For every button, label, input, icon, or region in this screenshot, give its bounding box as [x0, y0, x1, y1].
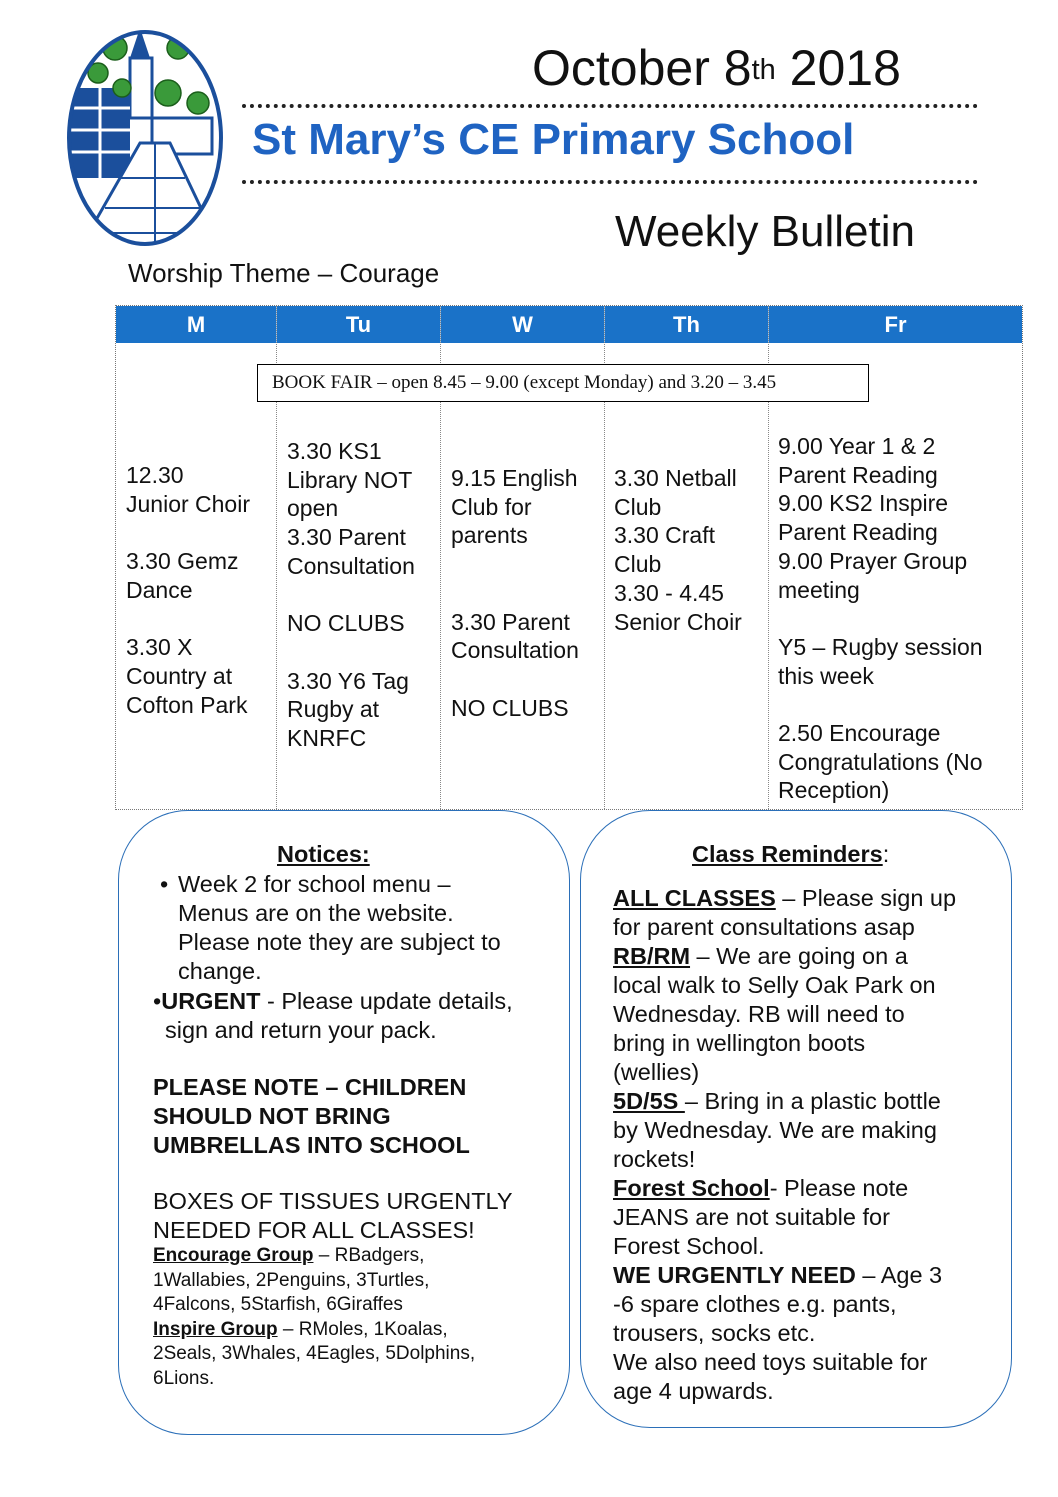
bulletin-date: October 8th 2018 — [532, 40, 901, 96]
dotted-divider-top — [242, 104, 978, 108]
tuesday-events: 3.30 KS1 Library NOT open 3.30 Parent Consultation NO CLUBS 3.30 Y6 Tag Rugby at KNRFC — [287, 438, 415, 752]
day-header-thursday: Th — [604, 306, 768, 343]
day-header-friday: Fr — [768, 306, 1022, 343]
reminders-list: ALL CLASSES – Please sign up for parent consultations asap RB/RM – We are going on a local walk to Selly Oak Park on Wednesday. RB will need to bring in wellington boots (wellies) 5D/5S – Bring in a plastic bottle by Wednesday. We are making rockets! Forest School- Please note JEANS are not suitable for Forest School. WE URGENTLY NEED – Age 3 -6 spare clothes e.g. pants, trousers, socks etc. We also need toys suitable for age 4 upwards. — [613, 885, 957, 1404]
friday-events: 9.00 Year 1 & 2 Parent Reading 9.00 KS2 Inspire Parent Reading 9.00 Prayer Group meeting Y5 – Rugby session this week 2.50 Encourage Congratulations (No Reception) — [778, 433, 983, 804]
book-fair-banner: BOOK FAIR – open 8.45 – 9.00 (except Monday) and 3.20 – 3.45 — [257, 364, 869, 402]
day-header-tuesday: Tu — [276, 306, 440, 343]
worship-theme: Worship Theme – Courage — [128, 258, 440, 288]
bulletin-title: Weekly Bulletin — [615, 207, 915, 256]
dotted-divider-bottom — [242, 180, 978, 184]
notice-tissues: BOXES OF TISSUES URGENTLY NEEDED FOR ALL CLASSES! — [153, 1188, 513, 1243]
notice-umbrellas: PLEASE NOTE – CHILDREN SHOULD NOT BRING UMBRELLAS INTO SCHOOL — [153, 1074, 470, 1158]
wednesday-events: 9.15 English Club for parents 3.30 Parent Consultation NO CLUBS — [451, 465, 579, 721]
notices-heading: Notices: — [277, 841, 370, 867]
bullet-icon: • — [160, 871, 169, 897]
notice-urgent: •URGENT - Please update details, sign and return your pack. — [153, 988, 513, 1043]
thursday-events: 3.30 Netball Club 3.30 Craft Club 3.30 - 4.45 Senior Choir — [614, 465, 742, 635]
day-header-monday: M — [116, 306, 276, 343]
notice-menu: Week 2 for school menu – Menus are on the website. Please note they are subject to change. — [178, 871, 501, 984]
monday-events: 12.30 Junior Choir 3.30 Gemz Dance 3.30 X Country at Cofton Park — [126, 462, 250, 718]
school-name: St Mary’s CE Primary School — [252, 115, 855, 164]
notice-groups: Encourage Group – RBadgers, 1Wallabies, 2Penguins, 3Turtles, 4Falcons, 5Starfish, 6Giraffes Inspire Group – RMoles, 1Koalas, 2Seals, 3Whales, 4Eagles, 5Dolphins, 6Lions. — [153, 1245, 476, 1389]
school-logo — [60, 18, 230, 248]
day-header-wednesday: W — [440, 306, 604, 343]
reminders-heading: Class Reminders: — [692, 841, 890, 867]
